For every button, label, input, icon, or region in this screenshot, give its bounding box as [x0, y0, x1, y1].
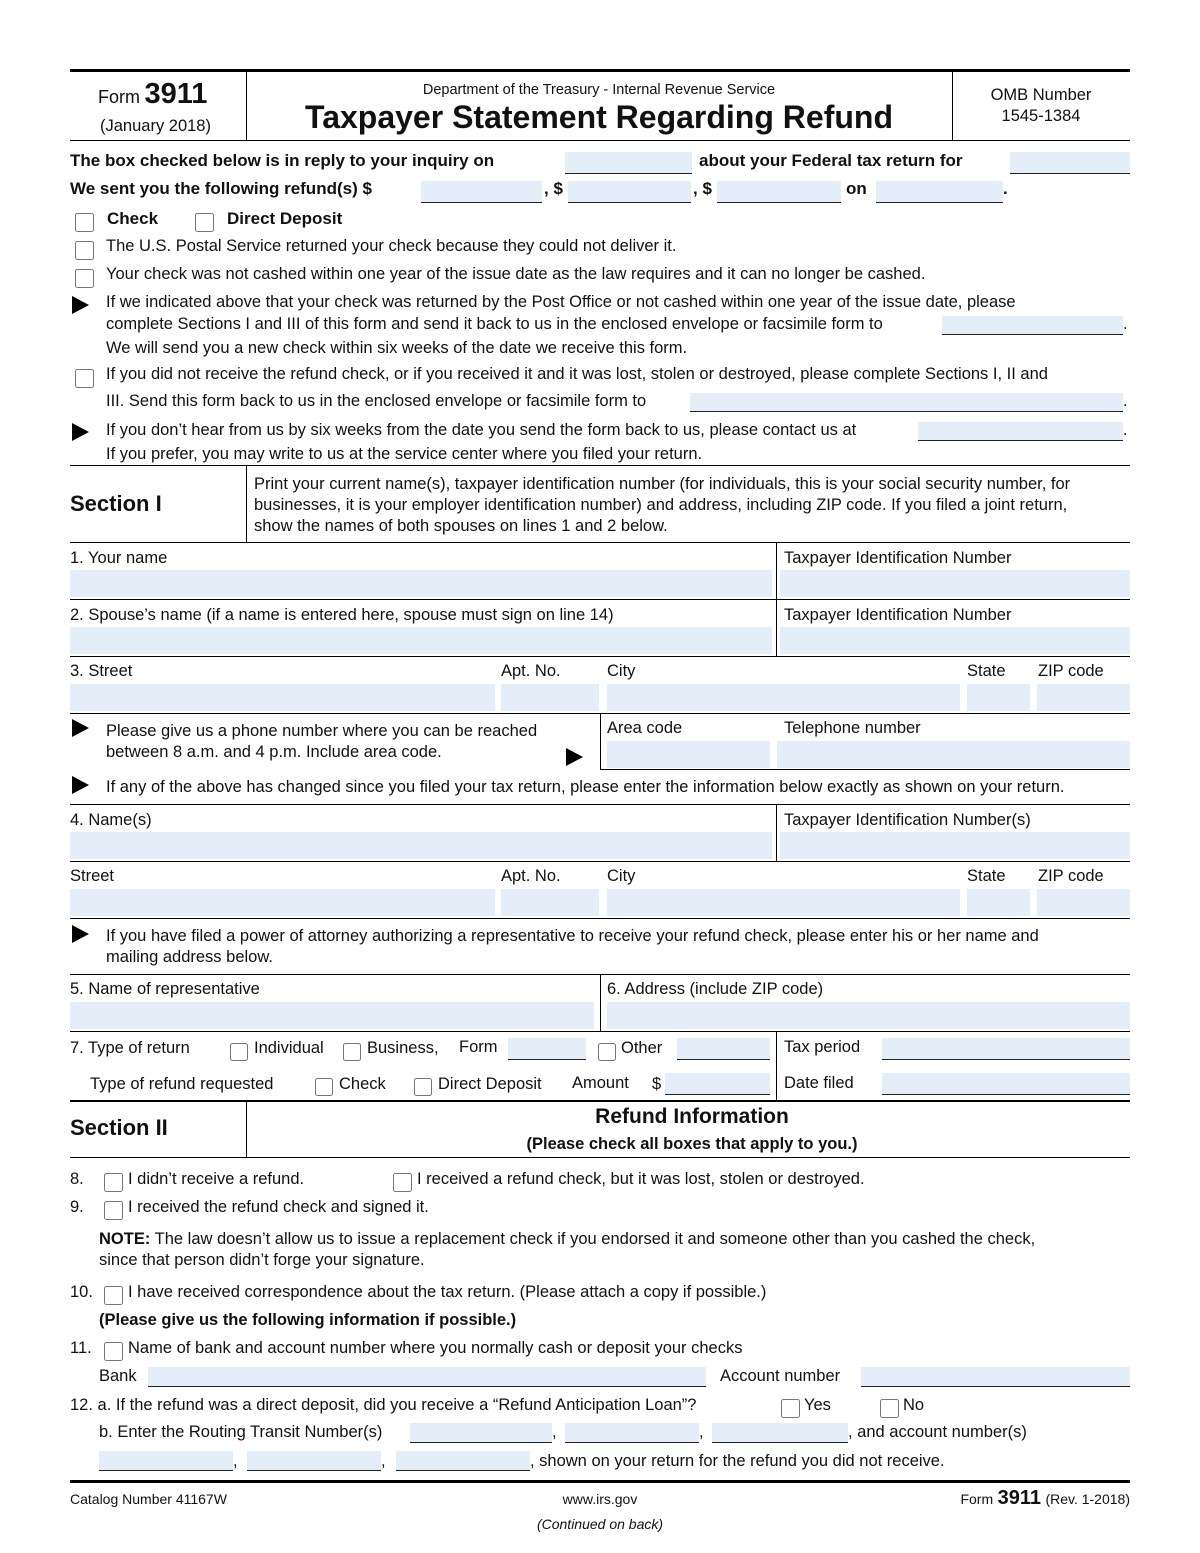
- routing-number-2-field[interactable]: [565, 1423, 699, 1443]
- comma: ,: [699, 1423, 704, 1441]
- form-label: Form: [98, 87, 140, 107]
- tin-label: Taxpayer Identification Number: [784, 549, 1012, 567]
- comma-dollar-1: , $: [544, 179, 563, 198]
- apt-field[interactable]: [501, 684, 599, 711]
- omb-label: OMB Number: [990, 86, 1092, 104]
- section1-instruction-3: show the names of both spouses on lines 1 and 2 below.: [254, 517, 668, 535]
- ral-yes-checkbox[interactable]: [781, 1399, 800, 1418]
- refund-type-label: Type of refund requested: [90, 1075, 274, 1093]
- area-code-field[interactable]: [607, 741, 770, 768]
- line2-label: 2. Spouse’s name (if a name is entered here, spouse must sign on line 14): [70, 606, 614, 624]
- arrow-icon: [72, 296, 89, 314]
- line1-label: 1. Your name: [70, 549, 168, 567]
- prior-city-label: City: [607, 867, 636, 885]
- other-type-field[interactable]: [677, 1038, 770, 1060]
- individual-label: Individual: [254, 1039, 324, 1057]
- line4-divider: [776, 804, 777, 861]
- refund-text: We sent you the following refund(s) $: [70, 179, 372, 198]
- comma: ,: [381, 1452, 386, 1470]
- line4-rule: [70, 861, 1130, 862]
- fax-number-2-field[interactable]: [690, 393, 1123, 412]
- representative-address-field[interactable]: [607, 1002, 1130, 1029]
- poa-text-2: mailing address below.: [106, 948, 273, 966]
- business-label: Business,: [367, 1039, 439, 1057]
- signed-check-label: I received the refund check and signed it.: [128, 1198, 429, 1216]
- prior-apt-label: Apt. No.: [501, 867, 561, 885]
- line5-label: 5. Name of representative: [70, 980, 260, 998]
- inquiry-date-field[interactable]: [565, 152, 692, 174]
- line5-rule: [70, 1031, 1130, 1032]
- period: .: [1123, 392, 1128, 410]
- business-checkbox[interactable]: [343, 1043, 361, 1061]
- ral-no-label: No: [903, 1396, 925, 1414]
- website-link[interactable]: www.irs.gov: [562, 1491, 638, 1507]
- header-bottom-rule: [70, 140, 1130, 141]
- prior-street-label: Street: [70, 867, 115, 885]
- line12a-text: 12. a. If the refund was a direct deposit, did you receive a “Refund Anticipation Loan”?: [70, 1396, 697, 1414]
- phone-text-1: Please give us a phone number where you can be reached: [106, 722, 538, 740]
- contact-phone-field[interactable]: [918, 422, 1123, 441]
- amount-field[interactable]: [665, 1073, 770, 1095]
- form-type-field[interactable]: [508, 1038, 586, 1060]
- city-label: City: [607, 662, 636, 680]
- comma: ,: [552, 1423, 557, 1441]
- line9-number: 9.: [70, 1198, 84, 1216]
- bank-info-label: Name of bank and account number where you normally cash or deposit your checks: [128, 1339, 743, 1357]
- refund-amount-1-field[interactable]: [421, 181, 542, 203]
- lost-stolen-label: I received a refund check, but it was lost, stolen or destroyed.: [417, 1170, 865, 1188]
- section2-title: Refund Information: [595, 1105, 789, 1128]
- line3-label: 3. Street: [70, 662, 133, 680]
- form-type-label: Form: [459, 1038, 498, 1056]
- period: .: [1003, 179, 1008, 198]
- section1-instruction-2: businesses, it is your employer identification number) and address, including ZIP code. If you filed a joint return,: [254, 496, 1068, 514]
- arrow-icon: [72, 925, 89, 943]
- changed-text: If any of the above has changed since you filed your tax return, please enter the information below exactly as shown on your return.: [106, 778, 1065, 796]
- line8-number: 8.: [70, 1170, 84, 1188]
- did-not-receive-line-2: III. Send this form back to us in the enclosed envelope or facsimile form to: [106, 392, 647, 410]
- period: .: [1123, 315, 1128, 333]
- dont-hear-line-2: If you prefer, you may write to us at the service center where you filed your return.: [106, 445, 703, 463]
- tax-period-field[interactable]: [882, 1038, 1130, 1060]
- prior-zip-field[interactable]: [1037, 889, 1130, 916]
- refund-check-checkbox[interactable]: [315, 1078, 333, 1096]
- section1-top-rule: [70, 465, 1130, 466]
- date-filed-label: Date filed: [784, 1074, 854, 1092]
- omb-number: 1545-1384: [1001, 107, 1081, 125]
- did-not-receive-checkbox[interactable]: [75, 369, 94, 388]
- section1-head-divider: [246, 465, 247, 543]
- form-id: [98, 78, 207, 111]
- line10-number: 10.: [70, 1283, 93, 1301]
- note-label: NOTE:: [99, 1230, 151, 1248]
- not-cashed-text: Your check was not cashed within one year of the issue date as the law requires and it can no longer be cashed.: [106, 265, 926, 283]
- individual-checkbox[interactable]: [230, 1043, 248, 1061]
- bank-info-checkbox[interactable]: [104, 1342, 123, 1361]
- bank-name-field[interactable]: [148, 1367, 706, 1387]
- prior-apt-field[interactable]: [501, 889, 599, 916]
- footer-rule: [70, 1480, 1130, 1483]
- signed-check-checkbox[interactable]: [104, 1201, 123, 1220]
- tax-year-field[interactable]: [1010, 152, 1130, 174]
- phone-rule: [600, 769, 1130, 770]
- postal-returned-text: The U.S. Postal Service returned your check because they could not deliver it.: [106, 237, 677, 255]
- account-number-field[interactable]: [861, 1367, 1130, 1387]
- catalog-number: Catalog Number 41167W: [70, 1491, 227, 1507]
- dont-hear-line-1: If you don’t hear from us by six weeks from the date you send the form back to us, please contact us at: [106, 421, 857, 439]
- routing-number-1-field[interactable]: [410, 1423, 552, 1443]
- not-cashed-checkbox[interactable]: [75, 269, 94, 288]
- form-number: 3911: [144, 78, 208, 110]
- arrow-icon: [566, 748, 583, 766]
- did-not-receive-line-1: If you did not receive the refund check, or if you received it and it was lost, stolen or destroyed, please complete Sections I, II and: [106, 365, 1048, 383]
- section2-heading: Section II: [70, 1115, 168, 1140]
- prior-state-label: State: [967, 867, 1006, 885]
- tax-period-label: Tax period: [784, 1038, 861, 1056]
- note-line-1: [99, 1229, 1035, 1249]
- section1-heading: Section I: [70, 491, 162, 516]
- footer-revision: (Rev. 1-2018): [1045, 1491, 1130, 1507]
- your-name-field[interactable]: [70, 570, 772, 597]
- check-label: Check: [107, 209, 159, 228]
- prior-zip-label: ZIP code: [1038, 867, 1104, 885]
- no-refund-checkbox[interactable]: [104, 1173, 123, 1192]
- correspondence-label: I have received correspondence about the tax return. (Please attach a copy if possible.): [128, 1283, 767, 1301]
- line2-rule: [70, 656, 1130, 657]
- account-number-3-field[interactable]: [396, 1451, 530, 1471]
- line6-label: 6. Address (include ZIP code): [607, 980, 824, 998]
- street-field[interactable]: [70, 684, 495, 711]
- comma: ,: [233, 1452, 238, 1470]
- phone-text-2: between 8 a.m. and 4 p.m. Include area code.: [106, 743, 442, 761]
- prior-state-field[interactable]: [967, 889, 1030, 916]
- correspondence-checkbox[interactable]: [104, 1286, 123, 1305]
- poa-text-1: If you have filed a power of attorney authorizing a representative to receive your refund check, please enter his or her name and: [106, 927, 1039, 945]
- bank-label: Bank: [99, 1367, 137, 1385]
- state-field[interactable]: [967, 684, 1030, 711]
- tins-label: Taxpayer Identification Number(s): [784, 811, 1031, 829]
- city-field[interactable]: [607, 684, 960, 711]
- continued-text: (Continued on back): [536, 1516, 664, 1532]
- direct-deposit-label: Direct Deposit: [227, 209, 343, 228]
- account-number-label: Account number: [720, 1367, 841, 1385]
- arrow-icon: [72, 776, 89, 794]
- dollar-sign: $: [652, 1075, 662, 1093]
- if-indicated-line-1: If we indicated above that your check was returned by the Post Office or not cashed within one year of the issue date, please: [106, 293, 1016, 311]
- section1-instruction-1: Print your current name(s), taxpayer identification number (for individuals, this is your social security number, for: [254, 475, 1071, 493]
- refund-check-label: Check: [339, 1075, 386, 1093]
- note-text-1: The law doesn’t allow us to issue a replacement check if you endorsed it and someone other than you cashed the check,: [154, 1230, 1036, 1248]
- zip-label: ZIP code: [1038, 662, 1104, 680]
- state-label: State: [967, 662, 1006, 680]
- section2-head-bottom-rule: [70, 1157, 1130, 1158]
- and-account-text: , and account number(s): [848, 1423, 1027, 1441]
- prior-names-field[interactable]: [70, 832, 772, 859]
- prior-tins-field[interactable]: [780, 832, 1130, 859]
- line12b-text: b. Enter the Routing Transit Number(s): [99, 1423, 383, 1441]
- department: Department of the Treasury - Internal Revenue Service: [422, 82, 776, 98]
- line7-divider: [776, 1031, 777, 1100]
- refund-amount-2-field[interactable]: [568, 181, 691, 203]
- top-rule: [70, 69, 1130, 72]
- footer-form-number: 3911: [997, 1487, 1041, 1509]
- other-label: Other: [621, 1039, 663, 1057]
- line5-6-divider: [600, 974, 601, 1031]
- section1-head-bottom-rule: [70, 542, 1130, 543]
- shown-on-return-text: , shown on your return for the refund you did not receive.: [530, 1452, 945, 1470]
- inquiry-text: The box checked below is in reply to your inquiry on: [70, 151, 495, 170]
- note-text-2: since that person didn’t forge your signature.: [99, 1251, 425, 1269]
- prior-street-field[interactable]: [70, 889, 495, 916]
- form-date: (January 2018): [100, 117, 211, 135]
- apt-label: Apt. No.: [501, 662, 561, 680]
- fax-number-1-field[interactable]: [942, 316, 1123, 335]
- arrow-icon: [72, 719, 89, 737]
- spouse-tin-field[interactable]: [780, 627, 1130, 654]
- arrow-icon: [72, 423, 89, 441]
- section2-top-rule: [70, 1100, 1130, 1102]
- postal-returned-checkbox[interactable]: [75, 241, 94, 260]
- section2-subtitle: (Please check all boxes that apply to you.): [526, 1135, 858, 1153]
- date-filed-field[interactable]: [882, 1073, 1130, 1095]
- routing-number-3-field[interactable]: [712, 1423, 848, 1443]
- line1-rule: [70, 599, 1130, 600]
- refund-direct-deposit-checkbox[interactable]: [414, 1078, 432, 1096]
- account-number-2-field[interactable]: [247, 1451, 381, 1471]
- ral-yes-label: Yes: [804, 1396, 831, 1414]
- zip-field[interactable]: [1037, 684, 1130, 711]
- on-text: on: [846, 179, 867, 198]
- footer-form-label: Form: [960, 1491, 994, 1507]
- footer-form-id: [900, 1487, 1130, 1510]
- direct-deposit-checkbox[interactable]: [195, 213, 214, 232]
- prior-city-field[interactable]: [607, 889, 960, 916]
- changed-rule: [70, 804, 1130, 805]
- account-number-1-field[interactable]: [99, 1451, 233, 1471]
- representative-name-field[interactable]: [70, 1002, 594, 1029]
- telephone-field[interactable]: [777, 741, 1130, 768]
- refund-date-field[interactable]: [876, 181, 1003, 203]
- line7-label: 7. Type of return: [70, 1039, 190, 1057]
- period: .: [1123, 421, 1128, 439]
- amount-label: Amount: [572, 1074, 629, 1092]
- your-tin-field[interactable]: [780, 570, 1130, 597]
- ral-no-checkbox[interactable]: [880, 1399, 899, 1418]
- area-code-label: Area code: [607, 719, 683, 737]
- phone-divider: [600, 713, 601, 769]
- spouse-name-field[interactable]: [70, 627, 772, 654]
- line11-number: 11.: [70, 1339, 92, 1357]
- other-checkbox[interactable]: [598, 1043, 616, 1061]
- lost-stolen-checkbox[interactable]: [393, 1173, 412, 1192]
- refund-direct-deposit-label: Direct Deposit: [438, 1075, 542, 1093]
- if-indicated-line-3: We will send you a new check within six weeks of the date we receive this form.: [106, 339, 688, 357]
- comma-dollar-2: , $: [693, 179, 712, 198]
- no-refund-label: I didn’t receive a refund.: [128, 1170, 305, 1188]
- refund-amount-3-field[interactable]: [717, 181, 841, 203]
- prior-street-rule: [70, 918, 1130, 919]
- check-checkbox[interactable]: [75, 213, 94, 232]
- info-request-text: (Please give us the following information if possible.): [99, 1311, 517, 1329]
- telephone-label: Telephone number: [784, 719, 921, 737]
- if-indicated-line-2: complete Sections I and III of this form and send it back to us in the enclosed envelope or facsimile form to: [106, 315, 883, 333]
- tin2-label: Taxpayer Identification Number: [784, 606, 1012, 624]
- form-title: Taxpayer Statement Regarding Refund: [305, 99, 893, 135]
- about-text: about your Federal tax return for: [699, 151, 963, 170]
- line4-label: 4. Name(s): [70, 811, 152, 829]
